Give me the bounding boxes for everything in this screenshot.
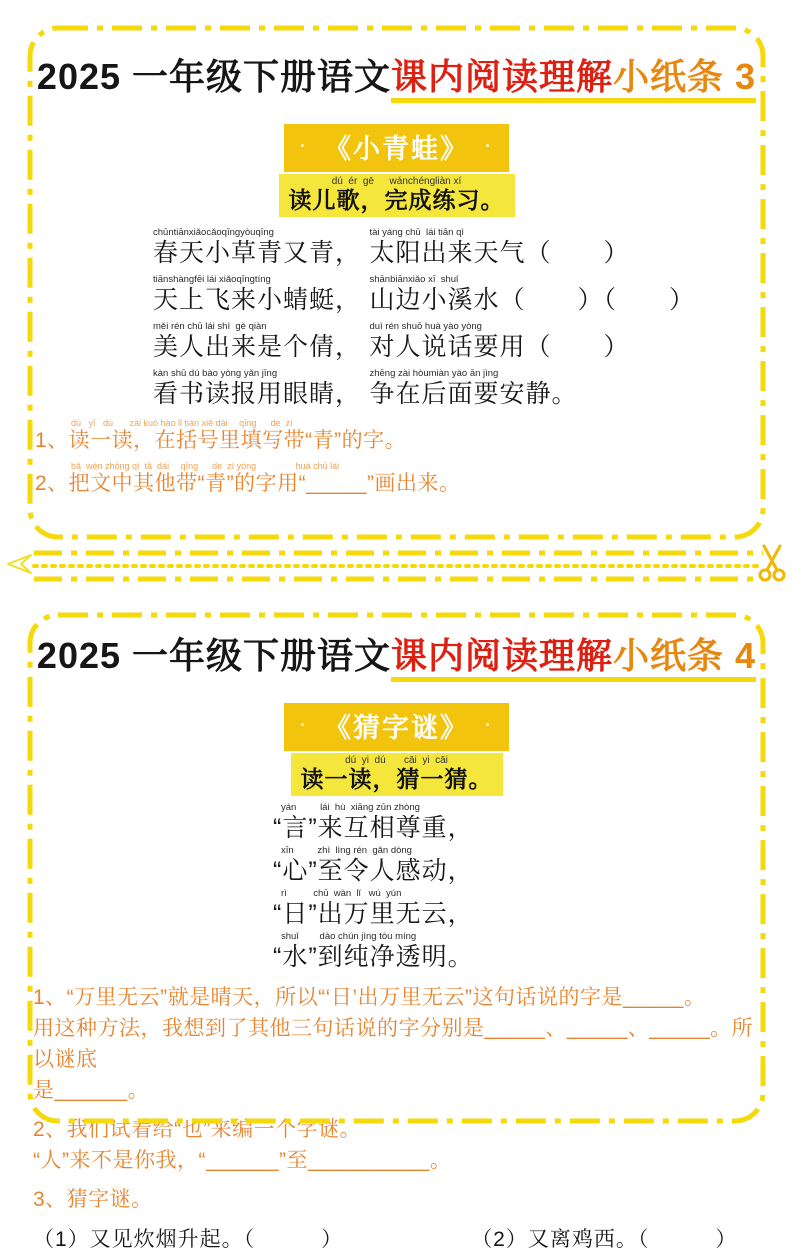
scissors-icon: [755, 543, 789, 590]
question-list: [35, 418, 766, 497]
instruction-pinyin: dú ér gē wánchéngliàn xí: [331, 176, 462, 188]
poem-segment: [369, 368, 577, 410]
pinyin-text: kàn shū dú bào yòng yǎn jīng: [153, 368, 278, 380]
badge-dot: ·: [300, 136, 308, 157]
cut-lines: [30, 547, 763, 585]
riddle-answer-row: [33, 1225, 756, 1255]
riddle-text: “水”到纯净透明。: [273, 943, 474, 972]
instruction-highlight: [279, 174, 515, 217]
poem-segment: [153, 274, 361, 316]
worksheet-card-4: [27, 612, 766, 1252]
poem-text: 太阳出来天气（ ）: [369, 239, 630, 268]
question-2-answer-line: “人”来不是你我，“______”至__________。: [33, 1149, 452, 1173]
title-number-text: 小纸条 4: [613, 635, 757, 677]
riddle-item-2: （2）又离鸡西。（ ）: [471, 1228, 738, 1252]
question-1: [35, 418, 766, 454]
pinyin-text: rì chū wàn lǐ wú yún: [281, 888, 402, 900]
lesson-badge: [284, 124, 509, 172]
lesson-badge-label: 《猜字谜》: [324, 713, 469, 744]
instruction-text: 读一读，猜一猜。: [300, 766, 493, 793]
poem-segment: [153, 368, 361, 410]
riddle-line: [273, 931, 766, 972]
title-grade-text: 2025 一年级下册语文: [36, 56, 392, 97]
pinyin-text: chūntiānxiǎocǎoqīngyòuqīng: [153, 227, 274, 239]
riddle-line: [273, 888, 766, 929]
poem-line: [153, 321, 766, 363]
pinyin-text: tài yáng chū lái tiān qì: [369, 227, 465, 239]
pinyin-text: shānbiānxiǎo xī shuǐ: [369, 274, 459, 286]
riddle-item-1: （1）又见炊烟升起。（ ）: [33, 1228, 344, 1252]
poem-block: [153, 227, 766, 410]
instruction-text: 读儿歌，完成练习。: [288, 187, 505, 214]
riddle-line: [273, 845, 766, 886]
badge-dot: ·: [300, 715, 308, 736]
instruction-pinyin: dú yi dú cāi yi cāi: [345, 755, 448, 767]
badge-dot: ·: [485, 715, 493, 736]
lesson-badge: [284, 703, 509, 751]
page-title: [27, 612, 766, 679]
riddle-text: “言”来互相尊重，: [273, 814, 474, 843]
question-2-text: 2、我们试着给“也”来编一个字谜。: [33, 1118, 362, 1142]
poem-text: 看书读报用眼睛，: [153, 380, 362, 409]
riddle-text: “心”至令人感动，: [273, 857, 474, 886]
pinyin-text: tiānshàngfēi lái xiǎoqīngtíng: [153, 274, 271, 286]
cut-divider: [4, 544, 789, 588]
question-1-line-1: 1、“万里无云”就是晴天，所以“‘日’出万里无云”这句话说的字是_____。: [33, 986, 706, 1010]
riddle-line: [273, 802, 766, 843]
badge-dot: ·: [485, 136, 493, 157]
pinyin-text: xīn zhì lìng rén gǎn dòng: [281, 845, 412, 857]
worksheet-page: [0, 25, 793, 1252]
question-text: 2、把文中其他带“青”的字用“_____”画出来。: [35, 472, 461, 496]
poem-text: 对人说话要用（ ）: [369, 333, 630, 362]
worksheet-card-3: [27, 25, 766, 540]
page-title: [27, 25, 766, 100]
question-1-line-3: 是______。: [33, 1079, 150, 1103]
poem-segment: [153, 321, 361, 363]
poem-text: 春天小草青又青，: [153, 239, 362, 268]
title-grade-text: 2025 一年级下册语文: [36, 635, 392, 677]
poem-line: [153, 368, 766, 410]
question-3-text: 3、猜字谜。: [33, 1188, 153, 1212]
pinyin-text: měi rén chū lái shì gè qiàn: [153, 321, 267, 333]
poem-line: [153, 227, 766, 269]
title-topic-text: 课内阅读理解: [391, 635, 614, 677]
poem-text: 天上飞来小蜻蜓，: [153, 286, 362, 315]
question-list: [33, 982, 756, 1255]
question-pinyin: dú yī dú zài kuò hào lǐ tián xiě dài qīng de zì: [71, 418, 293, 429]
question-pinyin: bǎ wén zhōng qí tā dài qīng de zì yòng huà chū lái: [71, 461, 340, 472]
pinyin-text: duì rén shuō huà yào yòng: [369, 321, 482, 333]
pinyin-text: shuǐ dào chún jìng tòu míng: [281, 931, 417, 943]
pinyin-text: yán lái hù xiāng zūn zhòng: [281, 802, 420, 814]
title-topic-text: 课内阅读理解: [391, 56, 614, 97]
question-2: [35, 461, 766, 497]
poem-text: 山边小溪水（ ）（ ）: [369, 286, 695, 315]
riddle-block: [273, 802, 766, 972]
poem-segment: [369, 321, 629, 363]
poem-line: [153, 274, 766, 316]
instruction-highlight: [291, 753, 503, 796]
poem-segment: [369, 227, 629, 269]
pinyin-text: zhēng zài hòumiàn yào ān jìng: [369, 368, 499, 380]
question-1-line-2: 用这种方法，我想到了其他三句话说的字分别是_____、_____、_____。所以谜底: [33, 1017, 754, 1072]
poem-segment: [369, 274, 695, 316]
question-text: 1、读一读，在括号里填写带“青”的字。: [35, 429, 407, 453]
title-number-text: 小纸条 3: [613, 56, 757, 97]
instruction-row: [27, 174, 766, 217]
instruction-row: [27, 753, 766, 796]
riddle-text: “日”出万里无云，: [273, 900, 474, 929]
lesson-badge-label: 《小青蛙》: [324, 134, 469, 165]
poem-text: 美人出来是个倩，: [153, 333, 362, 362]
poem-text: 争在后面要安静。: [369, 380, 578, 409]
poem-segment: [153, 227, 361, 269]
